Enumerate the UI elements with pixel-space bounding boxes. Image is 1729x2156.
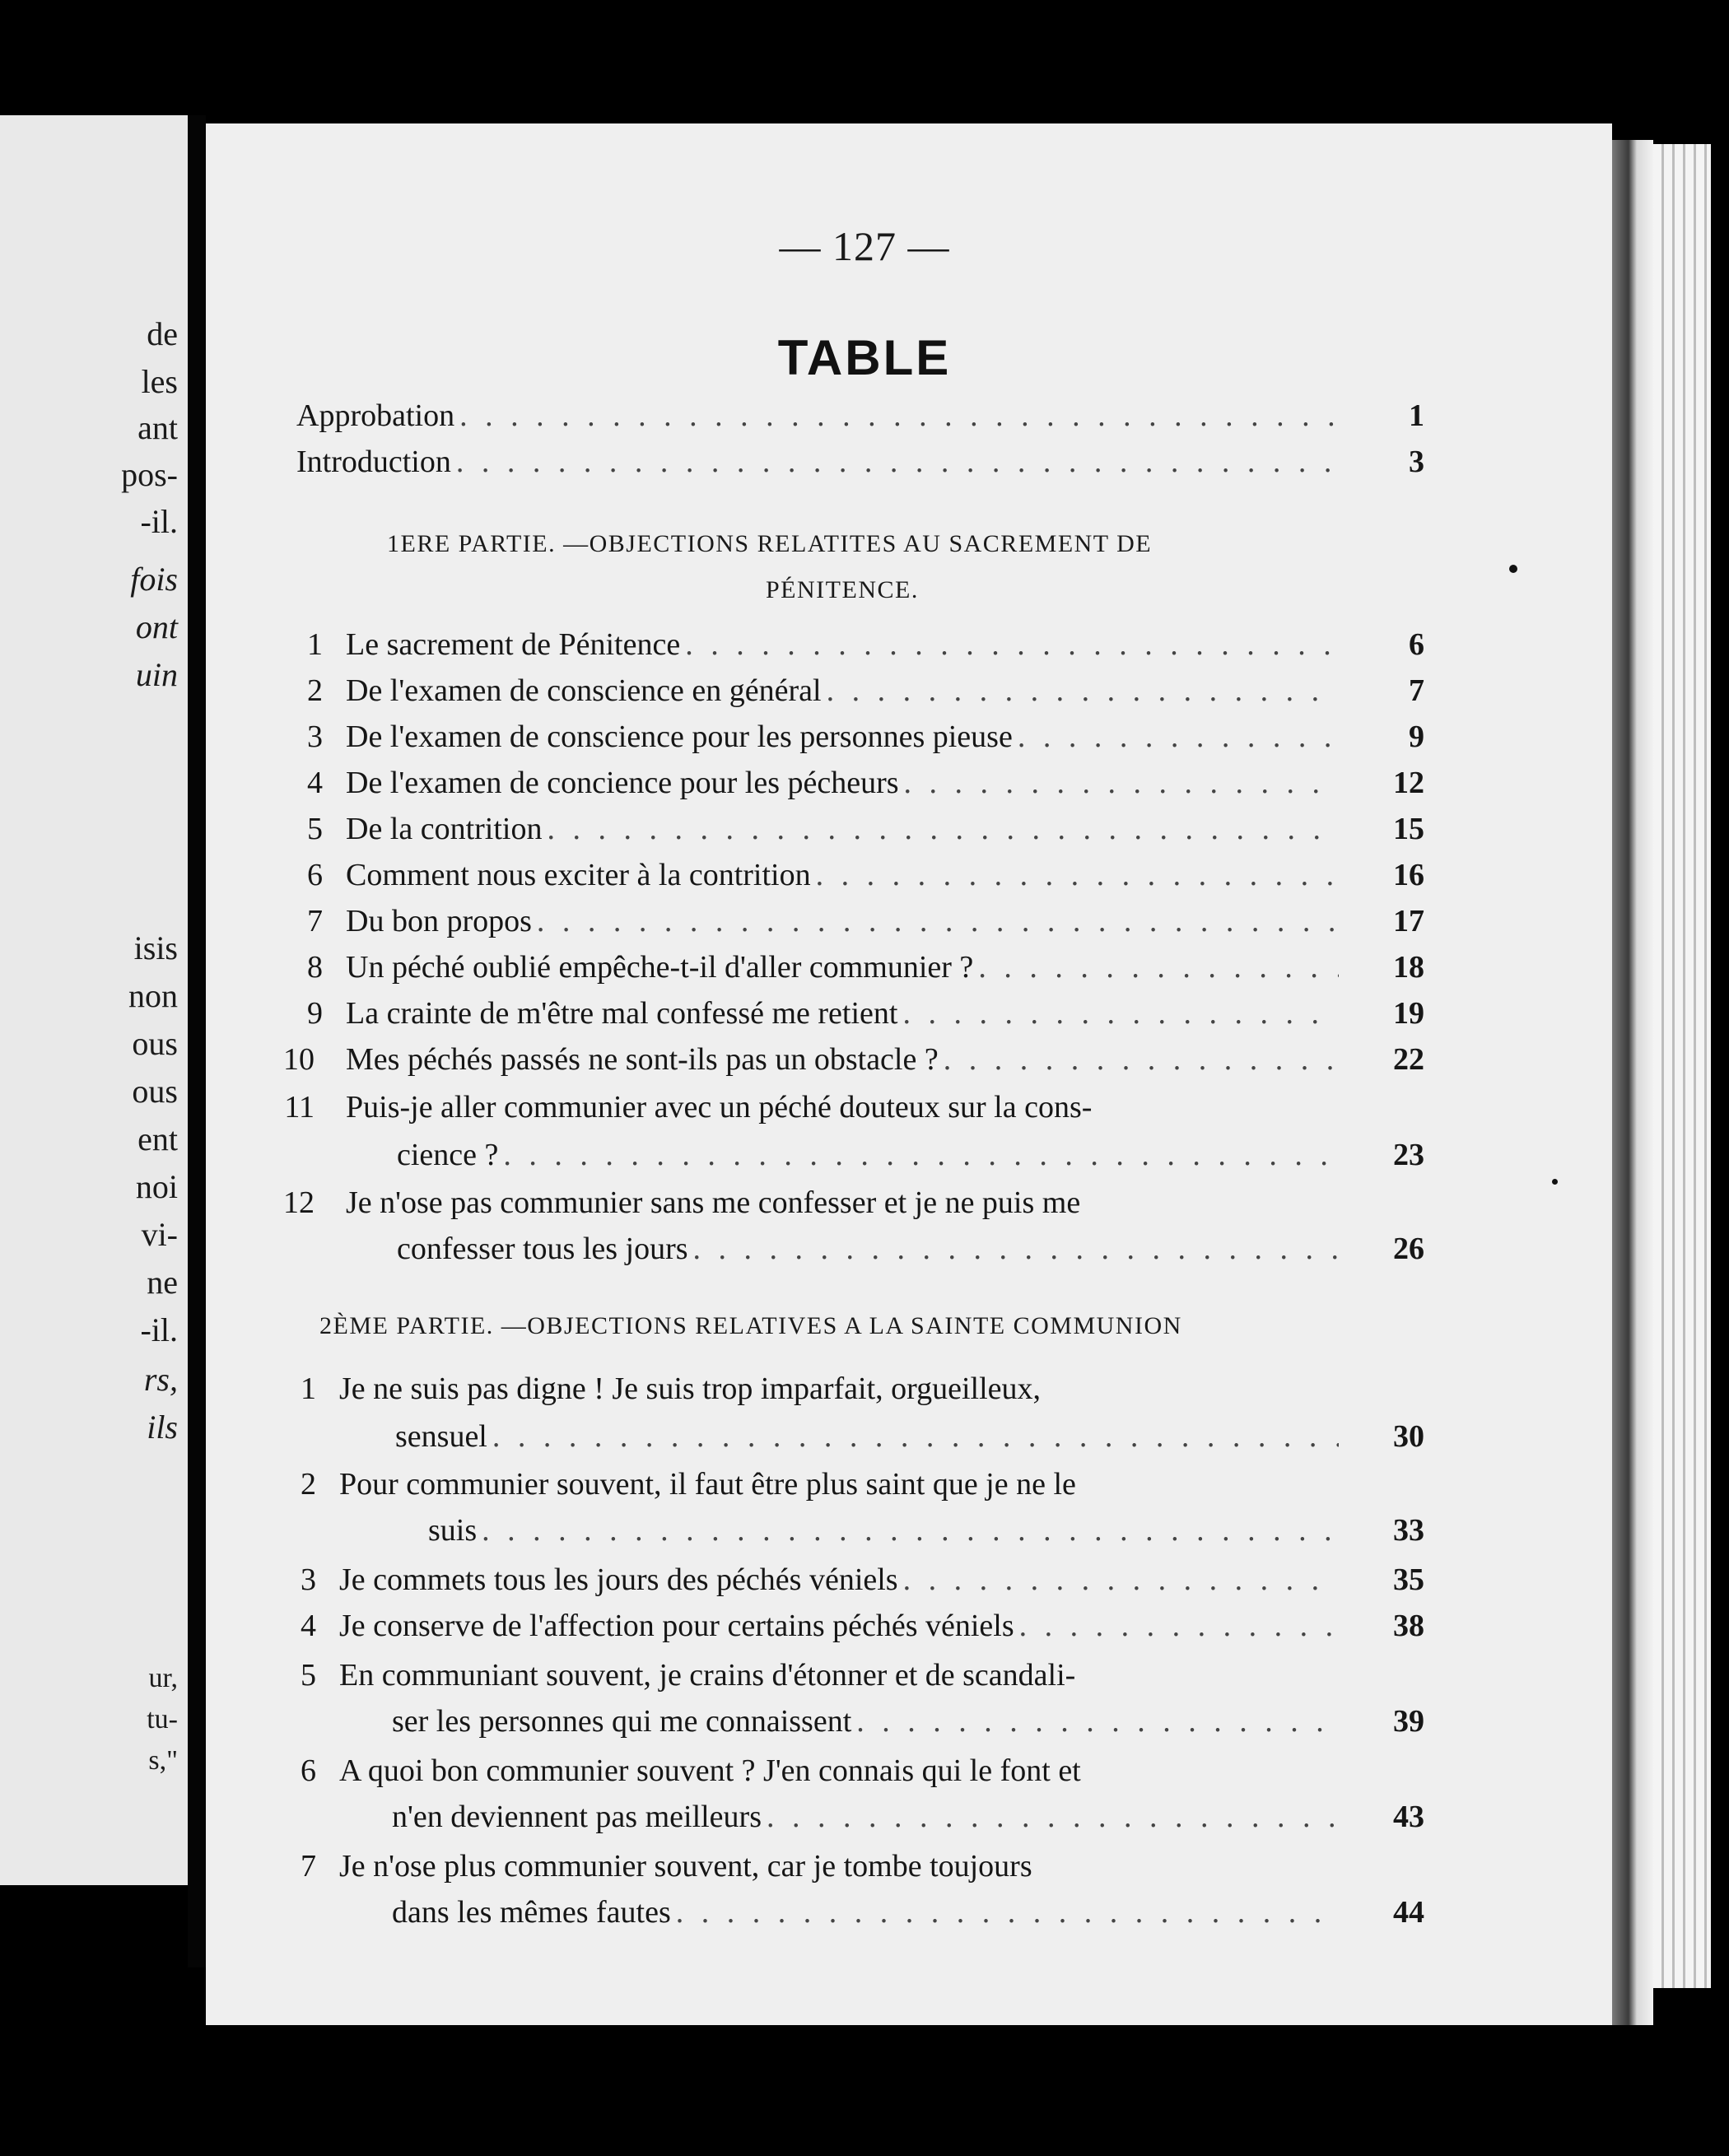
toc-entry-line: [283, 1184, 1081, 1222]
left-fragment: isis: [133, 929, 178, 966]
left-fragment: tu-: [147, 1704, 178, 1735]
entry-text-line1: Puis-je aller communier avec un péché douteux sur la cons-: [346, 1090, 1093, 1125]
left-fragment: -il.: [140, 503, 178, 540]
entry-page: 35: [1393, 1562, 1424, 1597]
entry-page: 6: [1409, 627, 1424, 662]
toc-entry: [307, 718, 1424, 756]
toc-entry: [301, 1561, 1424, 1599]
entry-number: 2: [307, 673, 323, 708]
entry-text: De l'examen de conscience pour les personnes pieuse: [346, 719, 1013, 754]
entry-text: Mes péchés passés ne sont-ils pas un obstacle ?: [346, 1042, 939, 1077]
entry-page: 9: [1409, 719, 1424, 754]
entry-number: 5: [301, 1658, 316, 1693]
dot-leader: [1018, 718, 1339, 756]
entry-page: 17: [1393, 904, 1424, 938]
entry-text-line1: Je n'ose pas communier sans me confesser et je ne puis me: [346, 1185, 1081, 1220]
dot-leader: [816, 856, 1339, 894]
entry-text: suis: [428, 1513, 478, 1548]
dot-leader: [944, 1041, 1339, 1078]
entry-page: 33: [1393, 1513, 1424, 1548]
toc-entry: [307, 948, 1424, 986]
entry-page: 15: [1393, 812, 1424, 846]
dot-leader: [456, 443, 1339, 481]
page-number: — 127 —: [779, 223, 950, 269]
left-fragment: ur,: [148, 1663, 178, 1693]
entry-number: 3: [307, 719, 323, 754]
entry-text: Introduction: [296, 445, 451, 479]
left-fragment: ant: [137, 409, 178, 446]
left-fragment: vi-: [141, 1216, 178, 1253]
toc-entry: [283, 1041, 1424, 1078]
entry-number: 9: [307, 996, 323, 1031]
entry-text: Le sacrement de Pénitence: [346, 627, 681, 662]
entry-text: Du bon propos: [346, 904, 532, 938]
entry-number: 1: [307, 627, 323, 662]
entry-text: dans les mêmes fautes: [392, 1895, 671, 1930]
entry-text-line1: Je n'ose plus communier souvent, car je tombe toujours: [339, 1849, 1032, 1884]
entry-page: 23: [1393, 1138, 1424, 1172]
dot-leader: [482, 1511, 1339, 1549]
entry-page: 16: [1393, 858, 1424, 892]
dot-leader: [676, 1893, 1339, 1931]
entry-page: 38: [1393, 1609, 1424, 1643]
page-title: TABLE: [777, 330, 952, 385]
entry-number: 1: [301, 1371, 316, 1406]
toc-entry: [392, 1702, 1424, 1740]
entry-text: Approbation: [296, 398, 455, 433]
toc-entry: [397, 1230, 1424, 1268]
dot-leader: [903, 1561, 1339, 1599]
entry-number: 12: [283, 1185, 315, 1220]
dot-leader: [503, 1136, 1339, 1174]
toc-entry: [307, 994, 1424, 1032]
toc-entry-approbation: [296, 397, 1424, 435]
left-fragment: ils: [147, 1409, 178, 1446]
dot-leader: [856, 1702, 1339, 1740]
entry-text: cience ?: [397, 1138, 499, 1172]
toc-entry-introduction: [296, 443, 1424, 481]
entry-text: Un péché oublié empêche-t-il d'aller communier ?: [346, 950, 974, 985]
entry-page: 3: [1409, 445, 1424, 479]
entry-text: De l'examen de concience pour les pécheurs: [346, 766, 899, 800]
entry-number: 5: [307, 812, 323, 846]
entry-page: 26: [1393, 1232, 1424, 1266]
dot-leader: [459, 397, 1339, 435]
entry-text: De l'examen de conscience en général: [346, 673, 822, 708]
toc-entry: [397, 1136, 1424, 1174]
entry-number: 2: [301, 1467, 316, 1502]
entry-text: Comment nous exciter à la contrition: [346, 858, 811, 892]
entry-text: La crainte de m'être mal confessé me retient: [346, 996, 898, 1031]
entry-number: 4: [307, 766, 323, 800]
toc-entry: [395, 1418, 1424, 1455]
entry-text: ser les personnes qui me connaissent: [392, 1704, 852, 1739]
entry-number: 7: [307, 904, 323, 938]
entry-text-line1: En communiant souvent, je crains d'étonner et de scandali-: [339, 1658, 1076, 1693]
toc-entry-line: [301, 1847, 1032, 1885]
entry-number: 11: [284, 1090, 315, 1125]
entry-text: n'en deviennent pas meilleurs: [392, 1800, 762, 1834]
part1-heading-cont: PÉNITENCE.: [766, 576, 919, 603]
left-fragment: non: [128, 977, 178, 1014]
entry-page: 19: [1393, 996, 1424, 1031]
entry-text-line1: A quoi bon communier souvent ? J'en connais qui le font et: [339, 1753, 1081, 1788]
left-fragment: s,": [148, 1745, 178, 1776]
entry-page: 39: [1393, 1704, 1424, 1739]
dot-leader: [537, 902, 1339, 940]
dot-leader: [902, 994, 1339, 1032]
entry-number: 6: [301, 1753, 316, 1788]
left-fragment: ont: [135, 608, 178, 645]
left-fragment: les: [141, 363, 178, 400]
left-fragment: ous: [132, 1025, 178, 1062]
left-fragment: ne: [147, 1264, 178, 1301]
dot-leader: [685, 626, 1339, 664]
entry-text-line1: Je ne suis pas digne ! Je suis trop imparfait, orgueilleux,: [339, 1371, 1042, 1406]
left-fragment: uin: [135, 656, 178, 693]
entry-text: De la contrition: [346, 812, 543, 846]
toc-entry-line: [301, 1752, 1081, 1790]
left-fragment: noi: [135, 1168, 178, 1205]
dot-leader: [1019, 1607, 1339, 1645]
left-fragment: ent: [137, 1120, 178, 1157]
toc-entry: [307, 672, 1424, 710]
entry-text: Je commets tous les jours des péchés véniels: [339, 1562, 898, 1597]
left-fragment: pos-: [121, 456, 178, 493]
entry-page: 30: [1393, 1419, 1424, 1454]
dot-leader: [904, 764, 1339, 802]
toc-entry-line: [284, 1088, 1093, 1126]
dot-leader: [693, 1230, 1339, 1268]
toc-entry: [307, 810, 1424, 848]
dot-leader: [767, 1798, 1339, 1836]
entry-page: 1: [1409, 398, 1424, 433]
entry-number: 7: [301, 1849, 316, 1884]
entry-page: 43: [1393, 1800, 1424, 1834]
toc-entry: [392, 1798, 1424, 1836]
toc-entry: [307, 902, 1424, 940]
left-fragment: ous: [132, 1073, 178, 1110]
entry-text: Je conserve de l'affection pour certains péchés véniels: [339, 1609, 1014, 1643]
entry-text-line1: Pour communier souvent, il faut être plus saint que je ne le: [339, 1467, 1076, 1502]
entry-page: 22: [1393, 1042, 1424, 1077]
toc-entry: [307, 856, 1424, 894]
toc-entry: [301, 1607, 1424, 1645]
toc-entry: [392, 1893, 1424, 1931]
toc-entry: [307, 764, 1424, 802]
toc-entry-line: [301, 1656, 1076, 1694]
left-fragment: rs,: [143, 1361, 178, 1398]
toc-entry: [307, 626, 1424, 664]
toc-entry-line: [301, 1370, 1042, 1408]
entry-page: 44: [1393, 1895, 1424, 1930]
left-fragment: fois: [130, 561, 178, 598]
part2-heading: 2ÈME PARTIE. —OBJECTIONS RELATIVES A LA SAINTE COMMUNION: [319, 1312, 1182, 1339]
entry-text: sensuel: [395, 1419, 487, 1454]
dot-leader: [978, 948, 1339, 986]
dot-leader: [547, 810, 1339, 848]
entry-number: 3: [301, 1562, 316, 1597]
entry-number: 6: [307, 858, 323, 892]
toc-entry: [428, 1511, 1424, 1549]
dot-leader: [827, 672, 1339, 710]
left-fragment: -il.: [140, 1311, 178, 1348]
part1-heading: 1ERE PARTIE. —OBJECTIONS RELATITES AU SACREMENT DE: [387, 530, 1153, 557]
entry-number: 8: [307, 950, 323, 985]
entry-page: 7: [1409, 673, 1424, 708]
dot-leader: [492, 1418, 1339, 1455]
toc-entry-line: [301, 1465, 1076, 1503]
entry-number: 10: [283, 1042, 315, 1077]
entry-number: 4: [301, 1609, 316, 1643]
left-fragment: de: [147, 315, 178, 352]
entry-text: confesser tous les jours: [397, 1232, 688, 1266]
entry-page: 18: [1393, 950, 1424, 985]
entry-page: 12: [1393, 766, 1424, 800]
